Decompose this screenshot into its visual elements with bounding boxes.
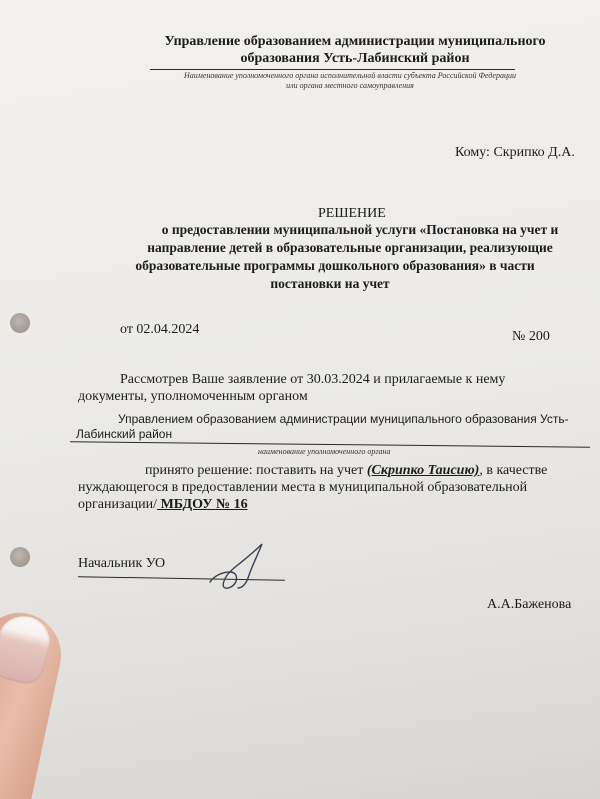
decision-date: от 02.04.2024 [120,322,200,337]
body-p1-line1: Рассмотрев Ваше заявление от 30.03.2024 и прилагаемые к нему [120,372,506,387]
body-p2-line1 [145,463,547,479]
body-p2-line3-start: организации/ [78,497,158,512]
body-p2-line1-end: , в качестве [479,463,548,478]
org-caption: наименование уполномоченного органа [258,447,391,456]
body-org-line2: Лабинский район [76,427,173,441]
institution-name: МБДОУ № 16 [157,497,248,512]
body-p2-line2: нуждающегося в предоставлении места в муниципальной образовательной [78,480,528,495]
body-p2-line1-start: принято решение: поставить на учет [145,463,364,478]
header-caption-line1: Наименование уполномоченного органа исполнительной власти субъекта Российской Федерации [184,71,516,80]
signatory-name: А.А.Баженова [487,597,572,612]
decision-number: № 200 [512,329,550,344]
body-org-line1: Управлением образованием администрации муниципального образования Усть- [118,412,569,426]
signature-scribble-icon [200,538,280,598]
punch-hole-top [10,313,30,333]
recipient: Кому: Скрипко Д.А. [455,145,575,160]
header-rule [150,69,515,70]
punch-hole-bottom [10,547,30,567]
decision-subject-line4: постановки на учет [270,276,390,291]
signatory-position: Начальник УО [78,556,166,571]
decision-subject-line2: направление детей в образовательные организации, реализующие [147,240,553,255]
body-p1-line2: документы, уполномоченным органом [78,389,308,404]
decision-subject-line3: образовательные программы дошкольного образования» в части [135,258,535,273]
header-caption-line2: или органа местного самоуправления [286,81,414,90]
child-name: (Скрипко Таисию) [366,463,480,478]
org-header-line1: Управление образованием администрации муниципального [164,34,546,49]
decision-subject-line1: о предоставлении муниципальной услуги «Постановка на учет и [161,222,559,237]
body-p2-line3 [78,497,248,513]
org-header-line2: образования Усть-Лабинский район [240,51,470,66]
decision-title: РЕШЕНИЕ [318,206,386,221]
